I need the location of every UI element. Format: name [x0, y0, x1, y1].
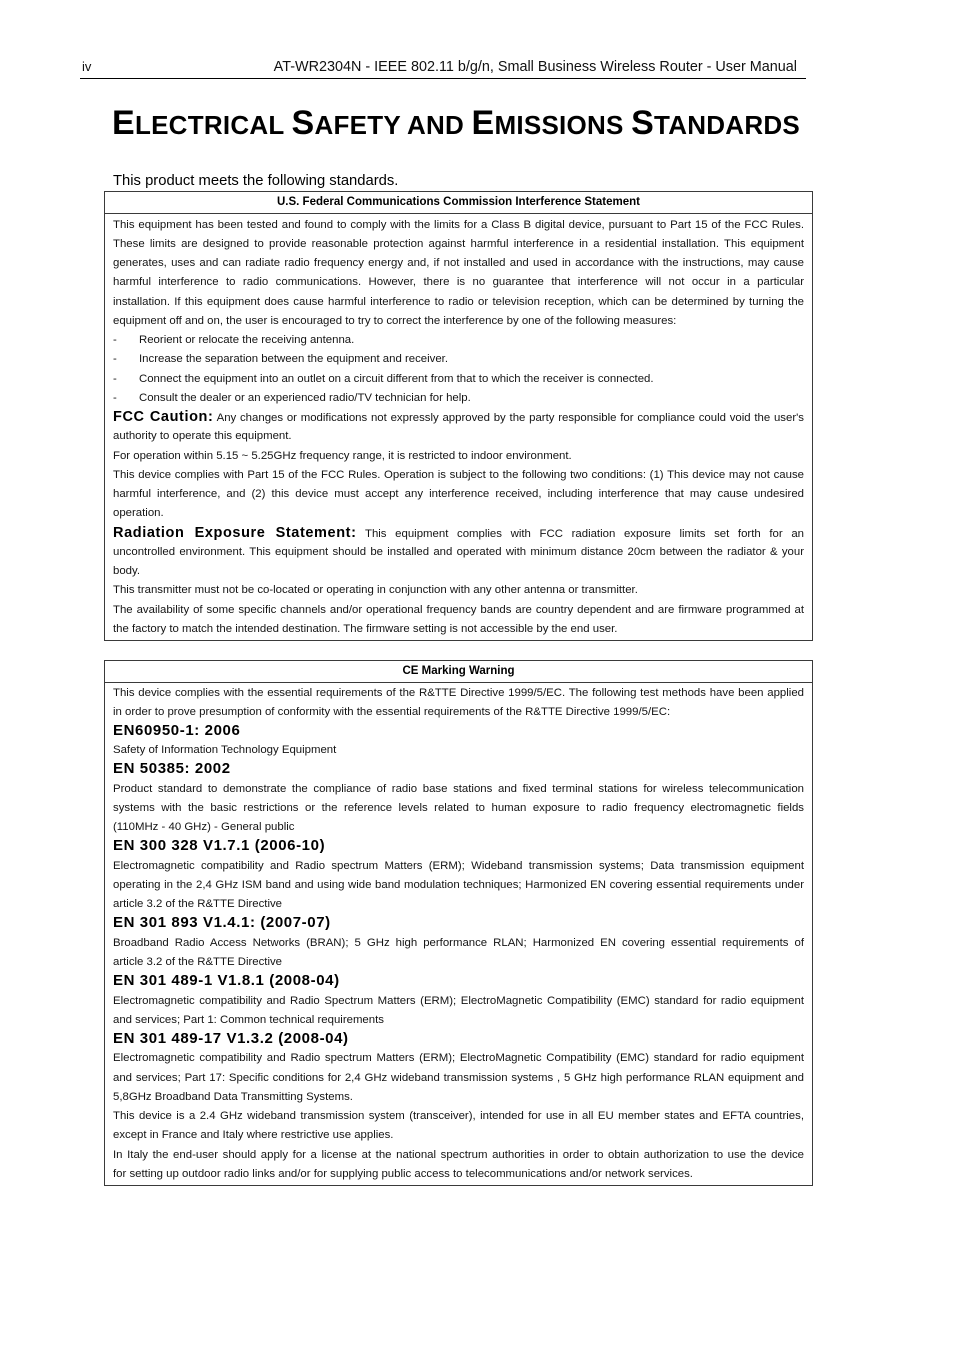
paragraph-line [113, 1069, 804, 1088]
line-text: for setting up outdoor radio links and/or for supplying public access to telecommunications and/or network services. [113, 1167, 693, 1180]
list-item [113, 389, 804, 408]
line-text: body. [113, 565, 141, 577]
statement-label: Radiation Exposure Statement: [113, 524, 357, 541]
paragraph-line [113, 1146, 804, 1165]
list-marker: - [113, 353, 117, 366]
line-text: Electromagnetic compatibility and Radio spectrum Matters (ERM); Wideband transmission systems; Data transmission equipment [113, 859, 804, 872]
line-text: In Italy the end-user should apply for a license at the national spectrum authorities in order to obtain authorization to use the device [113, 1148, 804, 1161]
paragraph-line [113, 601, 804, 620]
paragraph-line [113, 312, 804, 331]
line-text: authority to operate this equipment. [113, 430, 292, 443]
line-text: and services; Part 17: Specific conditions for 2,4 GHz wideband transmission systems , 5 GHz high performance RLAN equipment and [113, 1071, 804, 1084]
line-text: These limits are designed to provide reasonable protection against harmful interference in a residential installation. This equipment [113, 237, 804, 250]
title-small-caps: LECTRICAL [134, 110, 292, 140]
standard-heading: EN 301 893 V1.4.1: (2007-07) [113, 914, 331, 931]
line-text: (110MHz - 40 GHz) - General public [113, 821, 295, 834]
paragraph-line [113, 485, 804, 504]
title-initial-letter: E [471, 104, 495, 142]
paragraph-line [113, 1107, 804, 1126]
ce-marking-box [104, 660, 813, 1186]
standard-heading: EN 301 489-1 V1.8.1 (2008-04) [113, 971, 340, 989]
line-text: Electromagnetic compatibility and Radio Spectrum Matters (ERM); ElectroMagnetic Compatibility (EMC) standard for radio equipment [113, 994, 804, 1007]
list-item-text: Increase the separation between the equipment and receiver. [139, 353, 449, 366]
line-text: article 3.2 of the R&TTE Directive [113, 956, 283, 968]
paragraph-line [113, 293, 804, 312]
line-text: This equipment has been tested and found to comply with the limits for a Class B digital device, pursuant to Part 15 of the FCC Rules. [113, 218, 804, 231]
paragraph-line [113, 524, 804, 543]
paragraph-line [113, 799, 804, 818]
line-text: This device is a 2.4 GHz wideband transmission system (transceiver), intended for use in all EU member states and EFTA countries, [113, 1110, 804, 1122]
paragraph-line [113, 741, 804, 760]
line-text: The availability of some specific channels and/or operational frequency bands are country dependent and are firmware programmed at [113, 603, 804, 616]
paragraph-line [113, 620, 804, 639]
line-text: Product standard to demonstrate the compliance of radio base stations and fixed terminal stations for wireless telecommunication [113, 782, 804, 795]
list-item [113, 331, 804, 350]
line-text: systems with the basic restrictions or the reference levels related to human exposure to radio frequency electromagnetic fields [113, 802, 804, 814]
paragraph-line [113, 992, 804, 1011]
line-text: installation. If this equipment does cause harmful interference to radio or television reception, which can be determined by turning the [113, 295, 804, 308]
line-text: harmful interference to radio communications. However, there is no guarantee that interference will not occur in a particular [113, 276, 804, 289]
paragraph-line [113, 447, 804, 466]
intro-text: This product meets the following standards. [113, 173, 399, 189]
paragraph-line [113, 953, 804, 972]
fcc-statement-box [104, 191, 813, 641]
standard-heading: EN 301 489-17 V1.3.2 (2008-04) [113, 1029, 349, 1047]
list-item-text: Reorient or relocate the receiving antenna. [139, 334, 355, 346]
list-item-text: Connect the equipment into an outlet on a circuit different from that to which the receiver is connected. [139, 372, 654, 385]
line-text: generates, uses and can radiate radio frequency energy and, if not installed and used in accordance with the instructions, may cause [113, 257, 804, 269]
line-text: This device complies with Part 15 of the FCC Rules. Operation is subject to the following two conditions: (1) This device may not cause [113, 468, 804, 481]
paragraph-line [113, 254, 804, 273]
paragraph-line [113, 543, 804, 562]
line-text: For operation within 5.15 ~ 5.25GHz frequency range, it is restricted to indoor environment. [113, 449, 572, 462]
paragraph-line [113, 504, 804, 523]
paragraph-line [113, 1088, 804, 1107]
paragraph-line [113, 562, 804, 581]
paragraph-line [113, 581, 804, 600]
paragraph-line [113, 780, 804, 799]
line-text: 5,8GHz Broadband Data Transmitting Systems. [113, 1090, 353, 1103]
paragraph-line [113, 1165, 804, 1184]
fcc-statement-body [105, 214, 812, 640]
paragraph-line [113, 427, 804, 446]
line-text: and services; Part 1: Common technical requirements [113, 1013, 384, 1026]
manual-title: AT-WR2304N - IEEE 802.11 b/g/n, Small Business Wireless Router - User Manual [273, 59, 797, 75]
paragraph-line [113, 273, 804, 292]
paragraph-line [113, 895, 804, 914]
paragraph-line [113, 1011, 804, 1030]
paragraph-line [113, 1126, 804, 1145]
list-item-text: Consult the dealer or an experienced radio/TV technician for help. [139, 391, 471, 404]
title-initial-letter: S [291, 104, 315, 142]
paragraph-line [113, 1049, 804, 1068]
line-text: harmful interference, and (2) this device must accept any interference received, including interference that may cause undesired [113, 488, 804, 500]
ce-marking-body [105, 683, 812, 1185]
paragraph-line [113, 684, 804, 703]
paragraph-line [113, 466, 804, 485]
page-title [112, 103, 800, 145]
line-text: Any changes or modifications not expressly approved by the party responsible for compliance could void the user's [216, 412, 805, 424]
line-text: the factory to match the intended destination. The firmware setting is not accessible by the end user. [113, 622, 618, 635]
list-marker: - [113, 334, 117, 346]
line-text: This device complies with the essential requirements of the R&TTE Directive 1999/5/EC. The following test methods have been applied [113, 686, 804, 699]
line-text: except in France and Italy where restrictive use applies. [113, 1129, 394, 1142]
paragraph-line [113, 216, 804, 235]
paragraph-line [113, 408, 804, 427]
paragraph-line [113, 703, 804, 722]
title-small-caps: MISSIONS [494, 110, 632, 140]
standard-heading: EN 50385: 2002 [113, 760, 231, 777]
list-marker: - [113, 391, 117, 404]
line-text: This transmitter must not be co-located or operating in conjunction with any other antenna or transmitter. [113, 584, 638, 597]
running-header [80, 56, 806, 79]
standard-heading: EN60950-1: 2006 [113, 721, 241, 739]
paragraph-line [113, 857, 804, 876]
title-initial-letter: S [631, 104, 655, 142]
list-marker: - [113, 372, 117, 385]
paragraph-line [113, 876, 804, 895]
line-text: Safety of Information Technology Equipment [113, 744, 337, 757]
line-text: operation. [113, 507, 164, 520]
paragraph-line [113, 934, 804, 953]
line-text: operating in the 2,4 GHz ISM band and using wide band modulation techniques; Harmonized EN covering essential requirements under [113, 879, 804, 891]
ce-marking-heading: CE Marking Warning [105, 661, 812, 683]
title-initial-letter: E [112, 104, 135, 142]
line-text: Electromagnetic compatibility and Radio spectrum Matters (ERM); ElectroMagnetic Compatibility (EMC) standard for radio equipment [113, 1052, 804, 1065]
list-item [113, 370, 804, 389]
title-small-caps: TANDARDS [654, 110, 800, 140]
line-text: uncontrolled environment. This equipment should be installed and operated with minimum distance 20cm between the radiator & your [113, 545, 804, 558]
paragraph-line [113, 235, 804, 254]
page-number: iv [82, 59, 92, 74]
paragraph-line [113, 818, 804, 837]
line-text: This equipment complies with FCC radiation exposure limits set forth for an [364, 527, 805, 540]
title-small-caps: AFETY AND [314, 110, 472, 140]
list-item [113, 350, 804, 369]
line-text: article 3.2 of the R&TTE Directive [113, 898, 283, 911]
statement-label: FCC Caution: [113, 409, 214, 425]
fcc-statement-heading: U.S. Federal Communications Commission Interference Statement [105, 192, 812, 214]
line-text: Broadband Radio Access Networks (BRAN); 5 GHz high performance RLAN; Harmonized EN covering essential requirements of [113, 936, 804, 949]
standard-heading: EN 300 328 V1.7.1 (2006-10) [113, 837, 326, 854]
line-text: in order to prove presumption of conformity with the essential requirements of the R&TTE Directive 1999/5/EC: [113, 705, 671, 718]
line-text: equipment off and on, the user is encouraged to try to correct the interference by one of the following measures: [113, 314, 677, 327]
